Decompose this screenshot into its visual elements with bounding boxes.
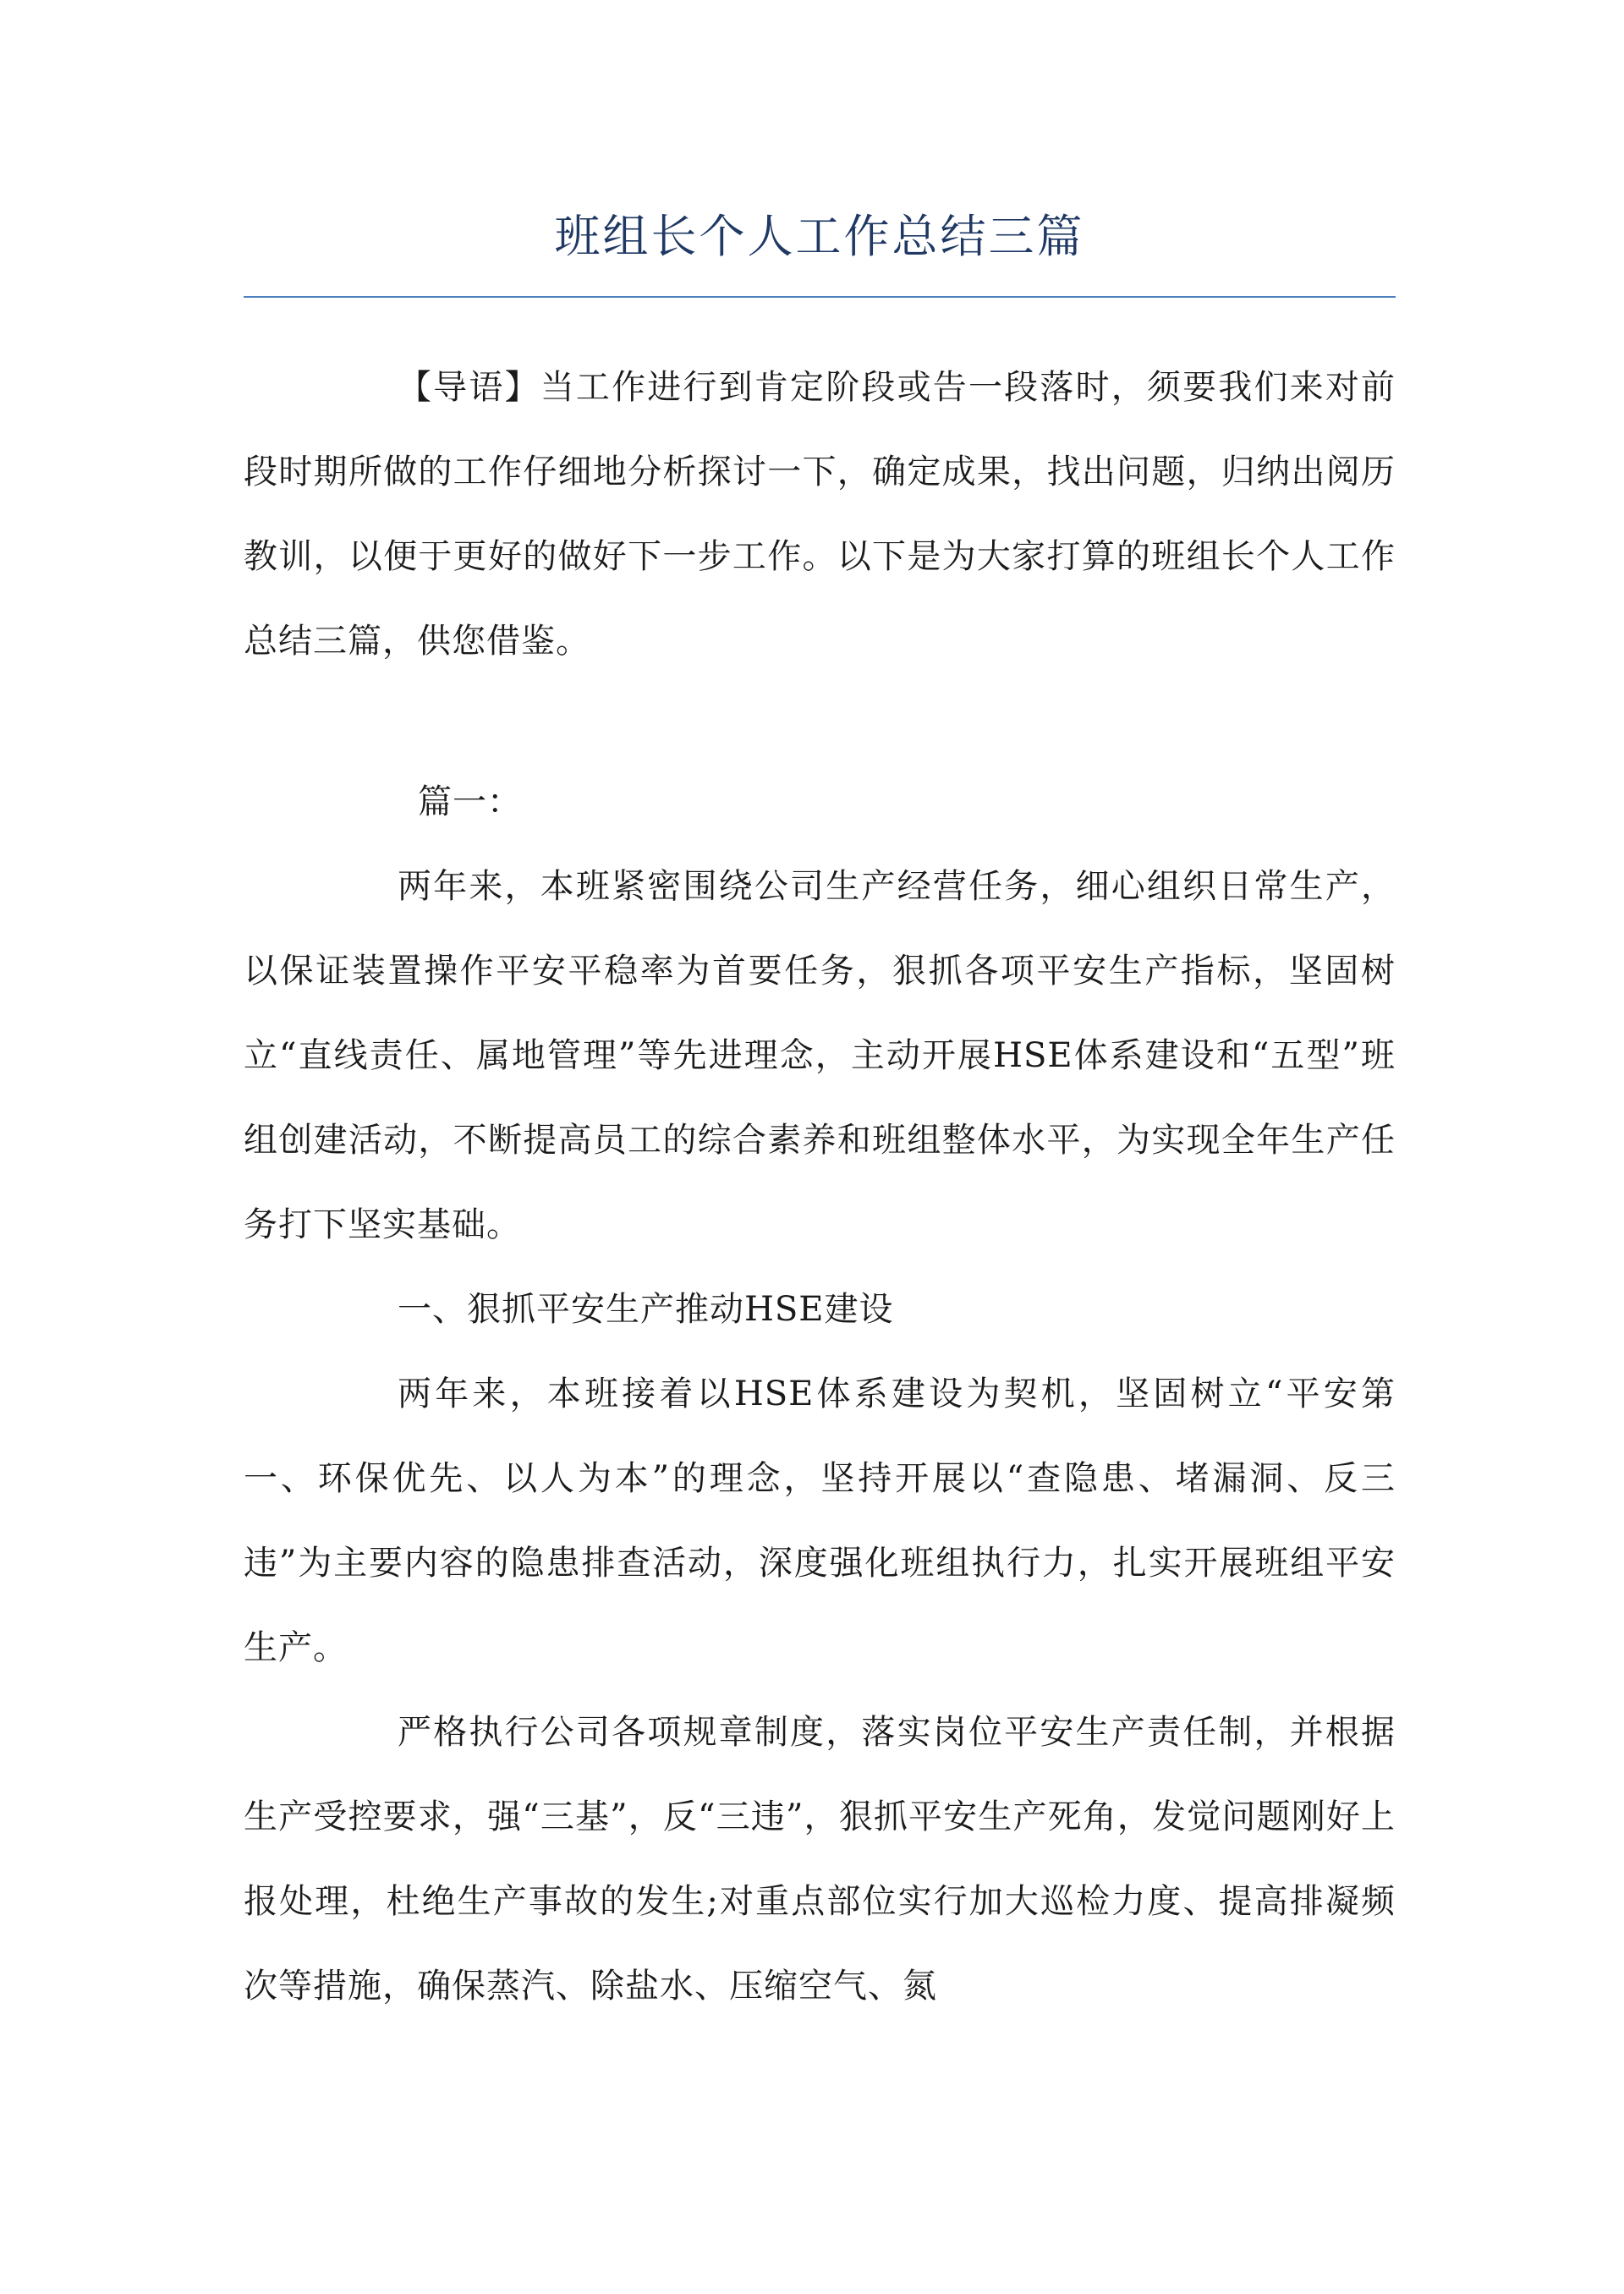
- document-body: [244, 345, 1396, 2028]
- subsection-heading: 一、狠抓平安生产推动HSE建设: [398, 1290, 894, 1329]
- body-paragraph: 两年来，本班紧密围绕公司生产经营任务，细心组织日常生产，以保证装置操作平安平稳率为首要任务，狠抓各项平安生产指标，坚固树立“直线责任、属地管理”等先进理念，主动开展HSE体系建设和“五型”班组创建活动，不断提高员工的综合素养和班组整体水平，为实现全年生产任务打下坚实基础。: [244, 867, 1396, 1244]
- intro-paragraph: 【导语】当工作进行到肯定阶段或告一段落时，须要我们来对前段时期所做的工作仔细地分析探讨一下，确定成果，找出问题，归纳出阅历教训，以便于更好的做好下一步工作。以下是为大家打算的班组长个人工作总结三篇，供您借鉴。: [244, 368, 1396, 661]
- body-paragraph: 严格执行公司各项规章制度，落实岗位平安生产责任制，并根据生产受控要求，强“三基”，反“三违”，狠抓平安生产死角，发觉问题刚好上报处理，杜绝生产事故的发生;对重点部位实行加大巡检力度、提高排凝频次等措施，确保蒸汽、除盐水、压缩空气、氮: [244, 1713, 1396, 2006]
- section-heading-part-one: 篇一：: [418, 782, 522, 821]
- body-paragraph: 两年来，本班接着以HSE体系建设为契机，坚固树立“平安第一、环保优先、以人为本”的理念，坚持开展以“查隐患、堵漏洞、反三违”为主要内容的隐患排查活动，深度强化班组执行力，扎实开展班组平安生产。: [244, 1375, 1396, 1667]
- document-title: 班组长个人工作总结三篇: [554, 210, 1085, 263]
- title-divider: [244, 296, 1396, 298]
